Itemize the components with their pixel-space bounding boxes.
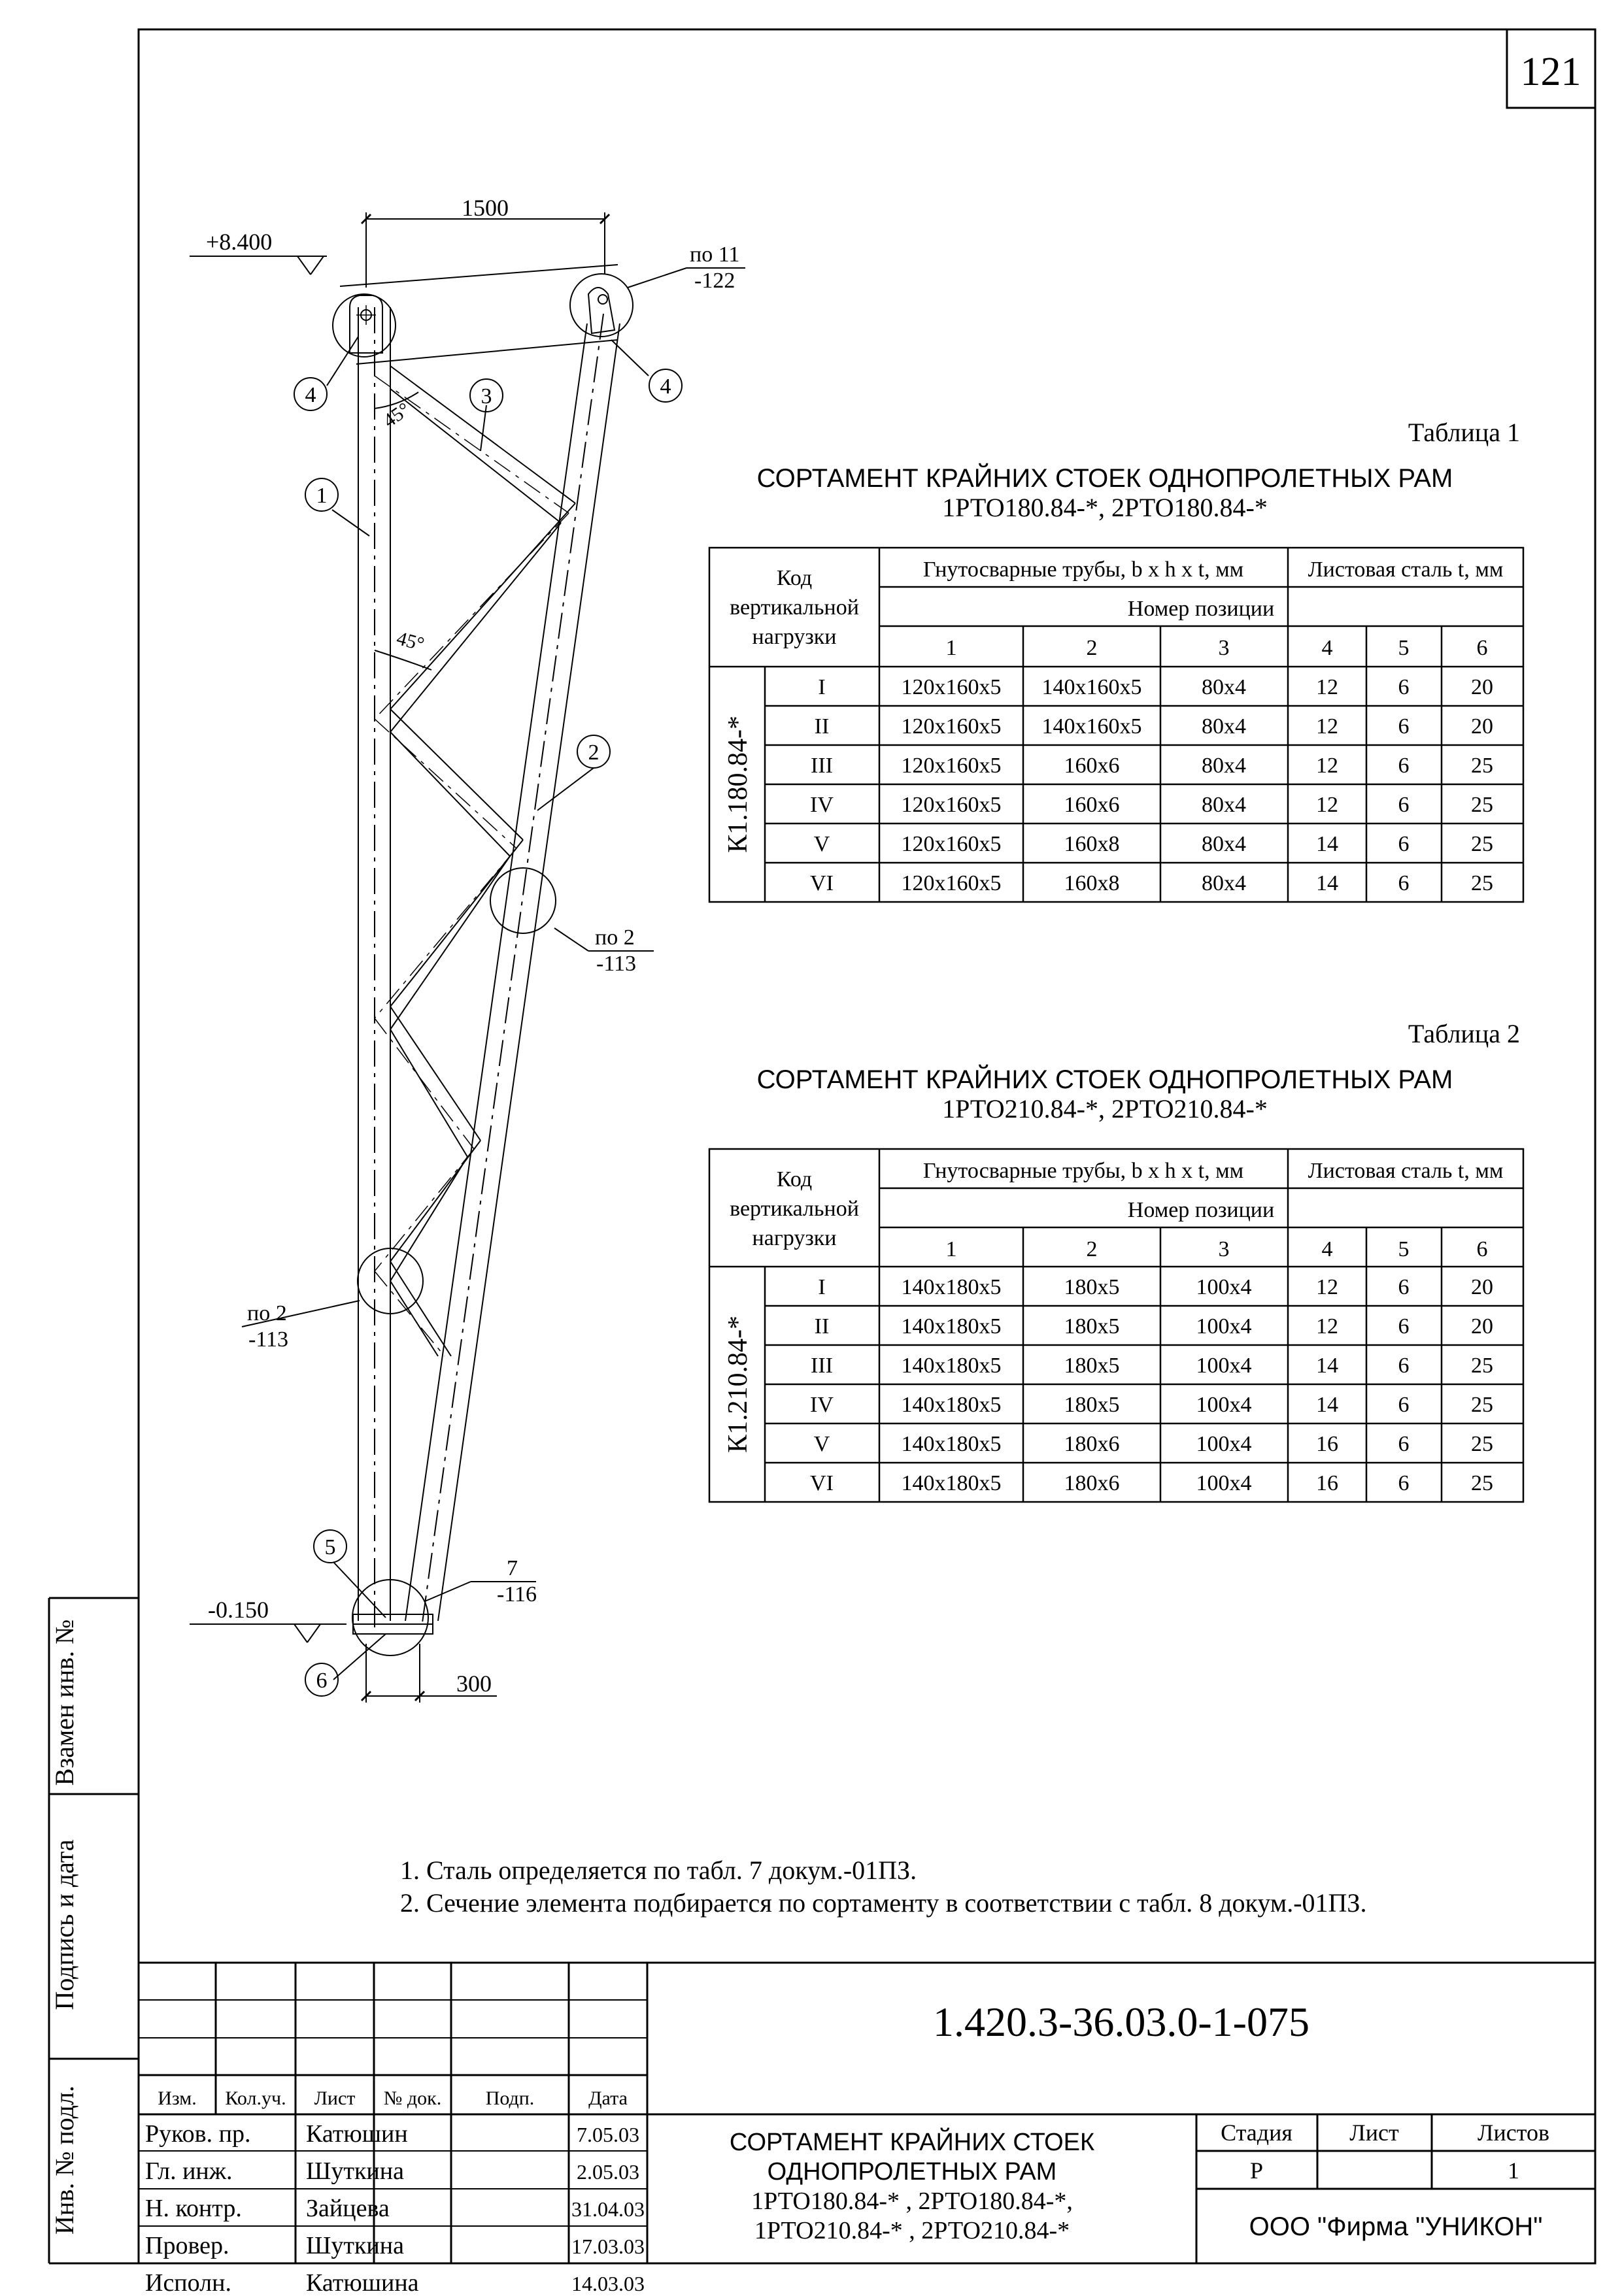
angle-top: 45° (379, 398, 414, 432)
truss-drawing (190, 212, 745, 1703)
table-cell: 120x160x5 (901, 832, 1002, 856)
signature-name: Шуткина (306, 2157, 404, 2185)
col-header-date: Дата (588, 2088, 628, 2109)
stamp-inv-original: Инв. № подл. (50, 2086, 79, 2235)
table-cell: 6 (1398, 1275, 1410, 1299)
table-cell: 12 (1316, 675, 1338, 699)
signature-date: 31.04.03 (571, 2197, 645, 2221)
load-code-cell: III (811, 1354, 833, 1378)
table-cell: 25 (1471, 793, 1493, 817)
sheets-label: Листов (1478, 2120, 1549, 2146)
t2-tubes-header: Гнутосварные трубы, b x h x t, мм (922, 1159, 1244, 1183)
stage-value: Р (1249, 2157, 1264, 2184)
balloon-4-left: 4 (305, 383, 316, 407)
load-code-cell: IV (810, 793, 834, 817)
table-cell: 100x4 (1196, 1354, 1252, 1378)
table-cell: 140x180x5 (901, 1275, 1002, 1299)
t2-code-line3: нагрузки (752, 1226, 837, 1250)
t1-tubes-header: Гнутосварные трубы, b x h x t, мм (922, 557, 1244, 582)
angle-mid: 45° (394, 627, 427, 656)
table-cell: 140x180x5 (901, 1314, 1002, 1339)
signature-date: 14.03.03 (571, 2272, 645, 2293)
t2-pos-4: 4 (1321, 1237, 1333, 1261)
balloon-5: 5 (324, 1535, 336, 1559)
table-cell: 120x160x5 (901, 871, 1002, 895)
table-cell: 80x4 (1202, 714, 1246, 739)
load-code-cell: IV (810, 1393, 834, 1417)
table-cell: 80x4 (1202, 871, 1246, 895)
note-2: 2. Сечение элемента подбирается по сортаменту в соответствии с табл. 8 докум.-01ПЗ. (400, 1888, 1367, 1918)
table-cell: 160x8 (1064, 871, 1120, 895)
table2-subtitle: 1РТО210.84-*, 2РТО210.84-* (942, 1094, 1268, 1123)
t1-pos-6: 6 (1476, 636, 1488, 660)
table-cell: 6 (1398, 1354, 1410, 1378)
sheet-number: 121 (1520, 50, 1581, 94)
table-cell: 6 (1398, 793, 1410, 817)
table-cell: 80x4 (1202, 832, 1246, 856)
table-cell: 180x5 (1064, 1393, 1120, 1417)
doc-code: 1.420.3-36.03.0-1-075 (933, 1999, 1309, 2045)
load-code-cell: III (811, 754, 833, 778)
table-cell: 14 (1316, 1393, 1338, 1417)
table-cell: 100x4 (1196, 1393, 1252, 1417)
table-cell: 6 (1398, 1393, 1410, 1417)
table-cell: 12 (1316, 1275, 1338, 1299)
title-line-1: СОРТАМЕНТ КРАЙНИХ СТОЕК (729, 2129, 1095, 2156)
col-header-signature: Подп. (485, 2088, 535, 2109)
sheet-label: Лист (1349, 2120, 1399, 2146)
title-line-2: ОДНОПРОЛЕТНЫХ РАМ (767, 2158, 1057, 2186)
ref-top-page: -122 (694, 269, 735, 293)
signature-role: Руков. пр. (145, 2120, 251, 2148)
balloon-4-right: 4 (660, 374, 671, 399)
table-cell: 140x180x5 (901, 1471, 1002, 1495)
table-cell: 160x6 (1064, 754, 1120, 778)
table-cell: 25 (1471, 832, 1493, 856)
stamp-signature-date: Подпись и дата (50, 1839, 79, 2010)
table-cell: 100x4 (1196, 1275, 1252, 1299)
balloon-1: 1 (316, 484, 328, 508)
load-code-cell: I (818, 675, 826, 699)
table-cell: 100x4 (1196, 1314, 1252, 1339)
t2-pos-2: 2 (1086, 1237, 1098, 1261)
col-header-count: Кол.уч. (225, 2088, 286, 2109)
t1-position-header: Номер позиции (1127, 597, 1275, 621)
ref-top-num: по 11 (690, 242, 740, 267)
table-cell: 12 (1316, 793, 1338, 817)
table-cell: 140x160x5 (1041, 714, 1142, 739)
t2-code-line1: Код (776, 1167, 813, 1191)
t2-pos-6: 6 (1476, 1237, 1488, 1261)
load-code-cell: VI (810, 1471, 834, 1495)
table-cell: 25 (1471, 754, 1493, 778)
ref-base-page: -116 (497, 1582, 537, 1606)
table-cell: 80x4 (1202, 793, 1246, 817)
stamp-replace-inv: Взамен инв. № (50, 1619, 79, 1786)
level-top: +8.400 (206, 229, 273, 255)
table1-subtitle: 1РТО180.84-*, 2РТО180.84-* (942, 493, 1268, 522)
table-cell: 25 (1471, 871, 1493, 895)
table-cell: 120x160x5 (901, 675, 1002, 699)
level-bottom: -0.150 (208, 1597, 269, 1623)
signature-date: 7.05.03 (577, 2123, 639, 2146)
table-cell: 140x160x5 (1041, 675, 1142, 699)
table-cell: 6 (1398, 871, 1410, 895)
table-cell: 6 (1398, 1432, 1410, 1456)
title-line-3: 1РТО180.84-* , 2РТО180.84-*, (751, 2188, 1073, 2215)
signature-role: Провер. (145, 2232, 229, 2259)
signature-name: Шуткина (306, 2232, 404, 2259)
table-cell: 80x4 (1202, 754, 1246, 778)
t1-code-line3: нагрузки (752, 625, 837, 649)
table-cell: 12 (1316, 714, 1338, 739)
t1-code-line2: вертикальной (730, 595, 859, 620)
t2-steel-header: Листовая сталь t, мм (1308, 1159, 1504, 1183)
sheets-value: 1 (1508, 2157, 1519, 2184)
table-cell: 25 (1471, 1393, 1493, 1417)
signature-role: Н. контр. (145, 2195, 242, 2222)
table-cell: 14 (1316, 832, 1338, 856)
balloon-3: 3 (481, 384, 492, 408)
t2-pos-1: 1 (945, 1237, 957, 1261)
t2-position-header: Номер позиции (1127, 1198, 1275, 1222)
table-cell: 6 (1398, 675, 1410, 699)
table2-title: СОРТАМЕНТ КРАЙНИХ СТОЕК ОДНОПРОЛЕТНЫХ РАМ (756, 1065, 1453, 1094)
table-cell: 14 (1316, 871, 1338, 895)
t2-pos-3: 3 (1218, 1237, 1230, 1261)
table-cell: 16 (1316, 1471, 1338, 1495)
table-cell: 25 (1471, 1471, 1493, 1495)
t2-pos-5: 5 (1398, 1237, 1410, 1261)
ref-base-num: 7 (507, 1556, 518, 1580)
table-cell: 120x160x5 (901, 714, 1002, 739)
table-cell: 180x5 (1064, 1354, 1120, 1378)
signature-name: Катюшин (306, 2120, 408, 2148)
balloon-2: 2 (588, 740, 600, 765)
t1-pos-1: 1 (945, 636, 957, 660)
load-code-cell: VI (810, 871, 834, 895)
signature-name: Катюшина (306, 2269, 419, 2293)
ref-mid-num: по 2 (595, 925, 635, 950)
table-cell: 180x5 (1064, 1314, 1120, 1339)
signature-role: Гл. инж. (145, 2157, 233, 2185)
table-cell: 20 (1471, 1314, 1493, 1339)
t1-pos-5: 5 (1398, 636, 1410, 660)
t2-code-line2: вертикальной (730, 1197, 859, 1221)
table-cell: 120x160x5 (901, 754, 1002, 778)
title-line-4: 1РТО210.84-* , 2РТО210.84-* (754, 2217, 1070, 2244)
table-cell: 6 (1398, 1314, 1410, 1339)
table-cell: 180x6 (1064, 1432, 1120, 1456)
t1-pos-4: 4 (1321, 636, 1333, 660)
table-cell: 160x6 (1064, 793, 1120, 817)
ref-low-page: -113 (248, 1327, 289, 1352)
load-code-cell: I (818, 1275, 826, 1299)
table-cell: 25 (1471, 1354, 1493, 1378)
stage-label: Стадия (1221, 2120, 1293, 2146)
ref-mid-page: -113 (596, 952, 637, 976)
table-2 (709, 1019, 1523, 1502)
t2-group-code: К1.210.84-* (723, 1316, 753, 1453)
table-cell: 12 (1316, 754, 1338, 778)
table-cell: 20 (1471, 714, 1493, 739)
signature-name: Зайцева (306, 2195, 390, 2222)
col-header-docnum: № док. (383, 2088, 442, 2109)
balloon-6: 6 (316, 1669, 328, 1693)
table-cell: 140x180x5 (901, 1432, 1002, 1456)
table-cell: 180x5 (1064, 1275, 1120, 1299)
table-cell: 12 (1316, 1314, 1338, 1339)
signature-date: 2.05.03 (577, 2160, 639, 2184)
col-header-sheet: Лист (314, 2088, 356, 2109)
t1-steel-header: Листовая сталь t, мм (1308, 557, 1504, 582)
table-cell: 100x4 (1196, 1432, 1252, 1456)
table1-title: СОРТАМЕНТ КРАЙНИХ СТОЕК ОДНОПРОЛЕТНЫХ РАМ (756, 464, 1453, 493)
signature-role: Исполн. (145, 2269, 231, 2293)
table1-caption: Таблица 1 (1408, 418, 1520, 447)
table2-caption: Таблица 2 (1408, 1019, 1520, 1048)
table-cell: 140x180x5 (901, 1393, 1002, 1417)
table-cell: 120x160x5 (901, 793, 1002, 817)
table-cell: 25 (1471, 1432, 1493, 1456)
table-cell: 100x4 (1196, 1471, 1252, 1495)
table-cell: 6 (1398, 754, 1410, 778)
t1-pos-2: 2 (1086, 636, 1098, 660)
load-code-cell: V (813, 832, 830, 856)
company-name: ООО "Фирма "УНИКОН" (1249, 2212, 1543, 2241)
t1-group-code: К1.180.84-* (723, 716, 753, 853)
table-cell: 140x180x5 (901, 1354, 1002, 1378)
table-cell: 80x4 (1202, 675, 1246, 699)
dim-top: 1500 (462, 195, 509, 221)
note-1: 1. Сталь определяется по табл. 7 докум.-01ПЗ. (400, 1855, 917, 1885)
col-header-change: Изм. (158, 2088, 197, 2109)
table-cell: 6 (1398, 832, 1410, 856)
table-1 (709, 418, 1523, 902)
dim-bottom: 300 (456, 1671, 492, 1697)
table-cell: 16 (1316, 1432, 1338, 1456)
table-cell: 6 (1398, 714, 1410, 739)
signature-date: 17.03.03 (571, 2235, 645, 2258)
load-code-cell: II (814, 714, 830, 739)
table-cell: 180x6 (1064, 1471, 1120, 1495)
table-cell: 20 (1471, 675, 1493, 699)
t1-pos-3: 3 (1218, 636, 1230, 660)
load-code-cell: II (814, 1314, 830, 1339)
sheet-frame (49, 29, 1595, 2263)
ref-low-num: по 2 (247, 1301, 287, 1325)
table-cell: 160x8 (1064, 832, 1120, 856)
table-cell: 14 (1316, 1354, 1338, 1378)
t1-code-line1: Код (776, 566, 813, 590)
table-cell: 20 (1471, 1275, 1493, 1299)
load-code-cell: V (813, 1432, 830, 1456)
table-cell: 6 (1398, 1471, 1410, 1495)
